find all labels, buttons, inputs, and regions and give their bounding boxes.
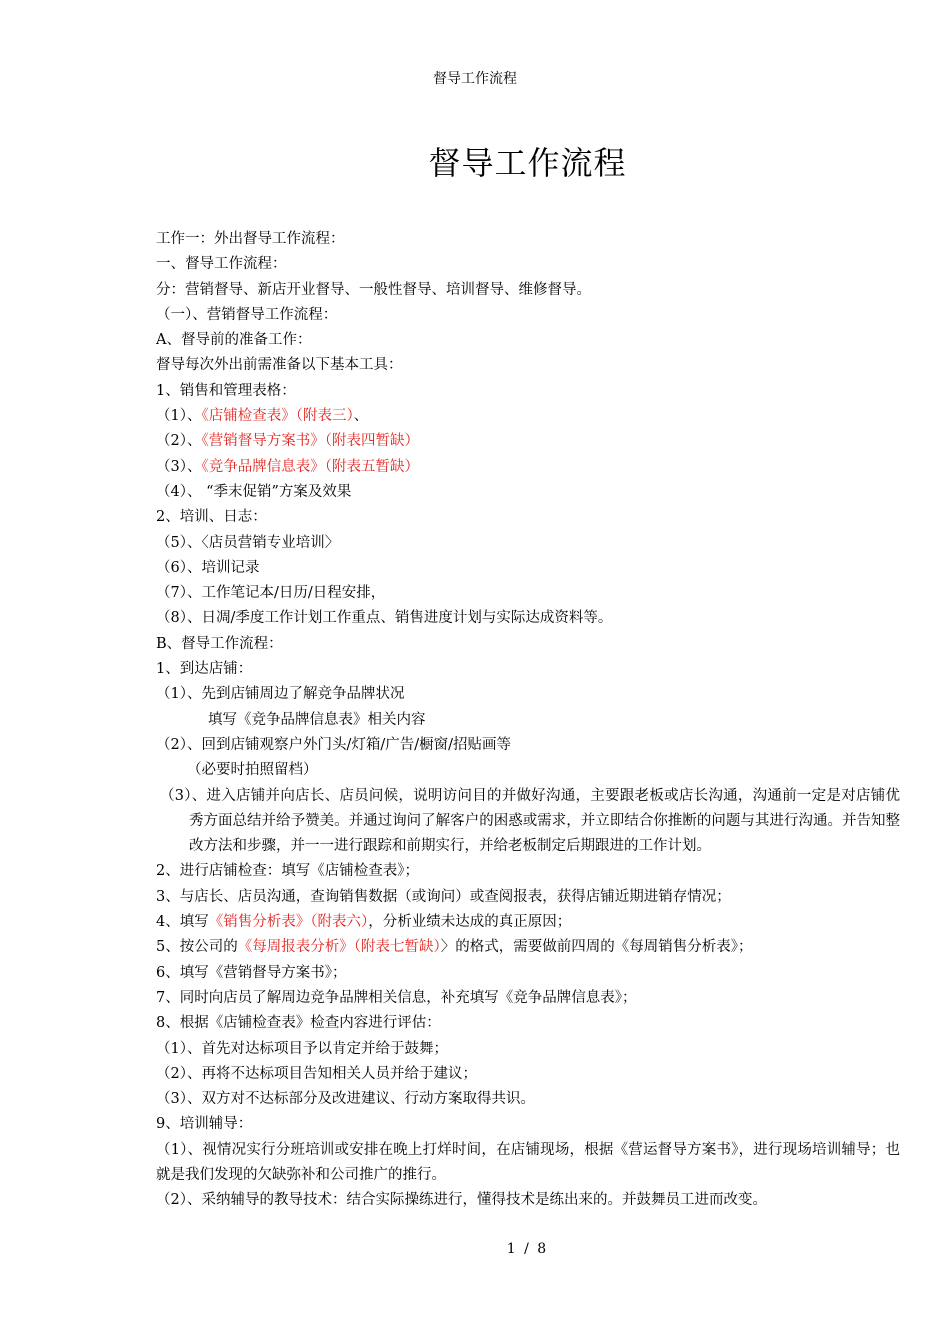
list-item: （8）、日凋/季度工作计划工作重点、销售进度计划与实际达成资料等。 xyxy=(156,610,613,627)
item-text: 〉的格式，需要做前四周的《每周销售分析表》； xyxy=(440,939,753,956)
list-heading: 2、培训、日志： xyxy=(156,509,267,526)
list-item: 2、进行店铺检查：填写《店铺检查表》； xyxy=(156,863,419,880)
list-item xyxy=(156,404,900,429)
list-item: 7、同时向店员了解周边竞争品牌相关信息，补充填写《竞争品牌信息表》； xyxy=(156,989,637,1006)
list-item-paragraph: （3）、进入店铺并向店长、店员问候，说明访问目的并做好沟通，主要跟老板或店长沟通，沟通前一定是对店铺优秀方面总结并给予赞美。并通过询问了解客户的困惑或需求，并立即结合你推断的问题与其进行沟通。并告知整改方法和步骤，并一一进行跟踪和前期实行，并给老板制定后期跟进的工作计划。 xyxy=(160,787,900,855)
list-item: 6、填写《营销督导方案书》； xyxy=(156,964,347,981)
list-item: （7）、工作笔记本/日历/日程安排， xyxy=(156,585,386,602)
subsection-heading: 一、督导工作流程： xyxy=(156,256,287,273)
item-number: （3）、 xyxy=(156,458,202,475)
item-text: 5、按公司的 xyxy=(156,939,238,956)
document-body xyxy=(156,227,900,1214)
item-number: （1）、 xyxy=(156,408,202,425)
item-text: ，分析业绩未达成的真正原因； xyxy=(368,914,572,931)
list-item: （3）、双方对不达标部分及改进建议、行动方案取得共识。 xyxy=(156,1091,535,1108)
subsection-heading: （一）、营销督导工作流程： xyxy=(156,306,338,323)
list-item: （1）、先到店铺周边了解竞争品牌状况 xyxy=(156,686,405,703)
form-reference: 《销售分析表》（附表六） xyxy=(208,914,369,931)
list-heading: 9、培训辅导： xyxy=(156,1116,253,1133)
item-text: 4、填写 xyxy=(156,914,209,931)
list-item: （2）、回到店铺观察户外门头/灯箱/广告/橱窗/招贴画等 xyxy=(156,736,512,753)
list-item: （2）、采纳辅导的教导技术：结合实际操练进行，懂得技术是练出来的。并鼓舞员工进而改变。 xyxy=(156,1192,767,1209)
text-line: 督导每次外出前需准备以下基本工具： xyxy=(156,357,403,374)
form-reference: 《店铺检查表》（附表三） xyxy=(201,408,354,425)
list-item-continuation: （必要时拍照留档） xyxy=(187,762,318,779)
list-item-continuation: 填写《竞争品牌信息表》相关内容 xyxy=(208,711,426,728)
page-number: 1 / 8 xyxy=(506,1241,549,1257)
document-title: 督导工作流程 xyxy=(428,144,627,182)
list-item: （2）、再将不达标项目告知相关人员并给于建议； xyxy=(156,1065,477,1082)
section-heading: 工作一：外出督导工作流程： xyxy=(156,231,345,247)
text-line: 分：营销督导、新店开业督导、一般性督导、培训督导、维修督导。 xyxy=(156,281,591,298)
form-reference: 《每周报表分析》（附表七暂缺） xyxy=(237,939,441,956)
form-reference: 《营销督导方案书》（附表四暂缺） xyxy=(201,433,419,450)
page-header: 督导工作流程 xyxy=(433,71,517,87)
subsection-heading: B、督导工作流程： xyxy=(156,635,283,652)
list-item: （4）、 “季末促销”方案及效果 xyxy=(156,483,352,500)
list-item: 3、与店长、店员沟通，查询销售数据（或询问）或查阅报表，获得店铺近期进销存情况； xyxy=(156,888,731,905)
list-item xyxy=(156,455,900,480)
form-reference: 《竞争品牌信息表》（附表五暂缺） xyxy=(201,458,419,475)
list-heading: 1、到达店铺： xyxy=(156,661,253,678)
list-heading: 1、销售和管理表格： xyxy=(156,382,296,399)
item-suffix: 、 xyxy=(353,408,369,425)
subsection-heading: A、督导前的准备工作： xyxy=(156,332,312,349)
list-item xyxy=(156,910,900,935)
list-item xyxy=(156,935,900,960)
list-item: （6）、培训记录 xyxy=(156,559,260,576)
list-item xyxy=(156,429,900,454)
item-number: （2）、 xyxy=(156,433,202,450)
list-item: 8、根据《店铺检查表》检查内容进行评估： xyxy=(156,1015,441,1032)
list-item-paragraph: （1）、视情况实行分班培训或安排在晚上打烊时间，在店铺现场，根据《营运督导方案书》，进行现场培训辅导；也就是我们发现的欠缺弥补和公司推广的推行。 xyxy=(156,1141,900,1183)
list-item: （5）、〈店员营销专业培训〉 xyxy=(156,534,340,551)
list-item: （1）、首先对达标项目予以肯定并给于鼓舞； xyxy=(156,1040,448,1057)
